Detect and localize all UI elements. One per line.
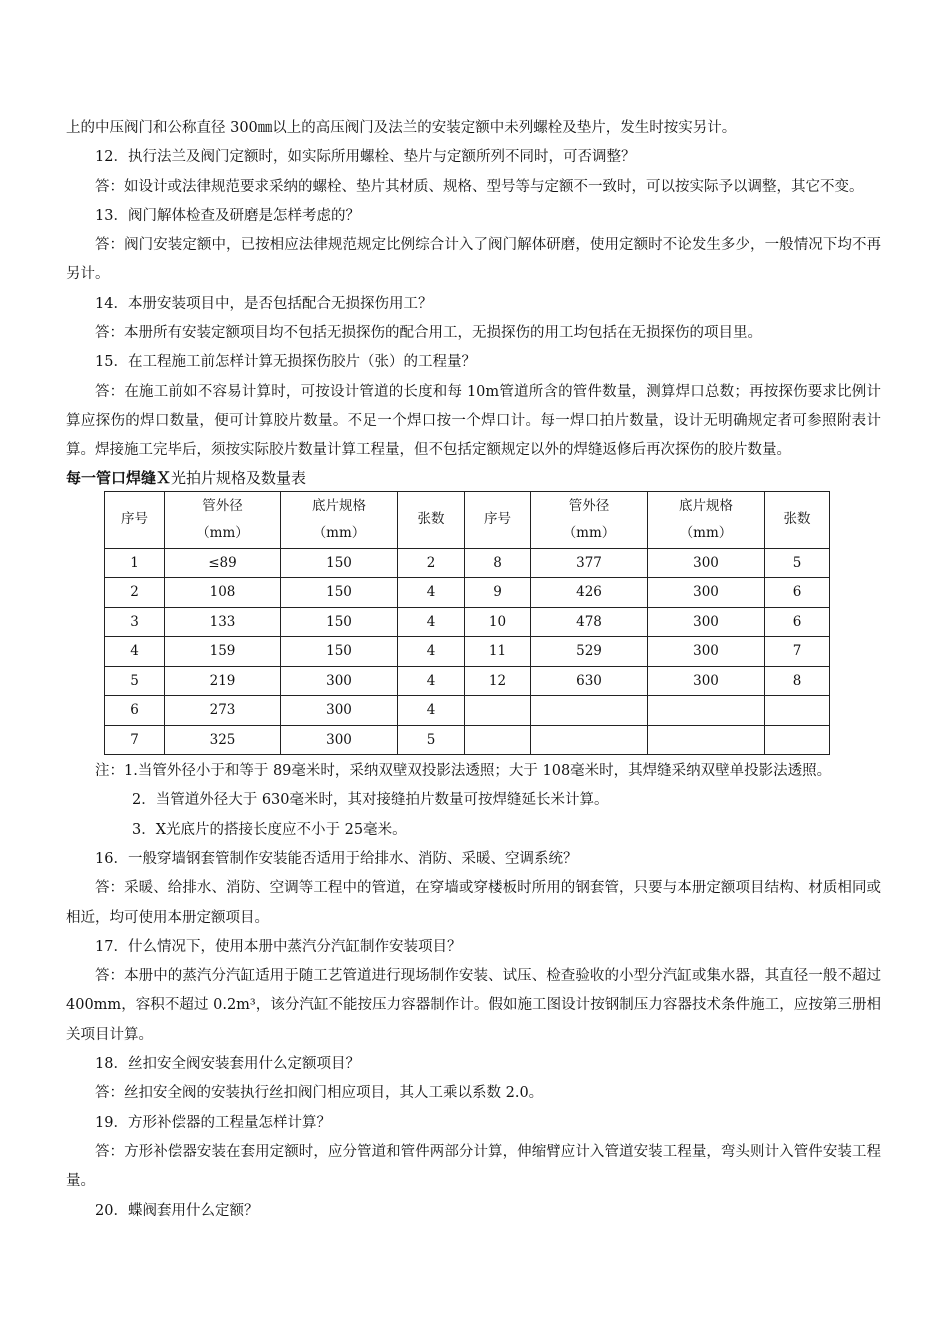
table-row (105, 696, 830, 726)
table-cell: 5 (105, 666, 165, 696)
body-text (66, 114, 881, 1226)
table-cell: 7 (105, 725, 165, 755)
table-cell: 300 (281, 666, 398, 696)
paragraph: 答：阀门安装定额中，已按相应法律规范规定比例综合计入了阀门解体研磨，使用定额时不论发生多少，一般情况下均不再另计。 (66, 237, 881, 283)
table-row (105, 666, 830, 696)
table-cell: 300 (281, 725, 398, 755)
table-cell: 1 (105, 548, 165, 578)
table-cell: 9 (465, 578, 531, 608)
table-cell: 4 (398, 578, 465, 608)
table-cell: 108 (165, 578, 281, 608)
paragraphs-after-table (66, 757, 881, 1226)
table-cell: 8 (765, 666, 830, 696)
table-cell: 273 (165, 696, 281, 726)
table-cell (648, 696, 765, 726)
table-cell: 6 (765, 578, 830, 608)
paragraph: 13．阀门解体检查及研磨是怎样考虑的？ (95, 207, 360, 224)
table-cell: 300 (648, 666, 765, 696)
paragraph: 答：本册所有安装定额项目均不包括无损探伤的配合用工，无损探伤的用工均包括在无损探伤的项目里。 (95, 325, 762, 342)
table-cell: 159 (165, 637, 281, 667)
table-cell (648, 725, 765, 755)
paragraphs-before-table (66, 114, 881, 466)
paragraph: 17．什么情况下，使用本册中蒸汽分汽缸制作安装项目？ (95, 938, 462, 955)
paragraph: 答：在施工前如不容易计算时，可按设计管道的长度和每 10m管道所含的管件数量，测算焊口总数；再按探伤要求比例计算应探伤的焊口数量，便可计算胶片数量。不足一个焊口按一个焊口计。每一焊口拍片数量，设计无明确规定者可参照附表计算。焊接施工完毕后，须按实际胶片数量计算工程量，但不包括定额规定以外的焊缝返修后再次探伤的胶片数量。 (66, 383, 881, 459)
table-body (105, 548, 830, 755)
paragraph: 注：1.当管外径小于和等于 89毫米时，采纳双壁双投影法透照；大于 108毫米时，其焊缝采纳双壁单投影法透照。 (95, 763, 832, 780)
table-cell: 300 (648, 607, 765, 637)
table-cell: 11 (465, 637, 531, 667)
header-film: 底片规格 （mm） (281, 491, 398, 548)
table-cell: 6 (105, 696, 165, 726)
table-cell: 150 (281, 548, 398, 578)
table-cell (765, 696, 830, 726)
table-cell: 2 (105, 578, 165, 608)
table-cell: 2 (398, 548, 465, 578)
paragraph: 16．一般穿墙钢套管制作安装能否适用于给排水、消防、采暖、空调系统？ (95, 850, 578, 867)
paragraph: 答：丝扣安全阀的安装执行丝扣阀门相应项目，其人工乘以系数 2.0。 (95, 1085, 544, 1102)
paragraph: 18．丝扣安全阀安装套用什么定额项目？ (95, 1056, 360, 1073)
paragraph: 上的中压阀门和公称直径 300㎜以上的高压阀门及法兰的安装定额中未列螺栓及垫片，发生时按实另计。 (66, 120, 737, 136)
table-cell: 4 (398, 637, 465, 667)
paragraph: 答：方形补偿器安装在套用定额时，应分管道和管件两部分计算，伸缩臂应计入管道安装工程量，弯头则计入管件安装工程量。 (66, 1143, 881, 1190)
table-cell: ≤89 (165, 548, 281, 578)
paragraph: 19．方形补偿器的工程量怎样计算？ (95, 1114, 331, 1131)
table-cell: 4 (105, 637, 165, 667)
table-cell: 7 (765, 637, 830, 667)
table-cell: 4 (398, 666, 465, 696)
header-film-2: 底片规格 （mm） (648, 491, 765, 548)
table-cell: 133 (165, 607, 281, 637)
table-row (105, 637, 830, 667)
paragraph: 答：如设计或法律规范要求采纳的螺栓、垫片其材质、规格、型号等与定额不一致时，可以按实际予以调整，其它不变。 (95, 178, 864, 195)
paragraph: 3．X光底片的搭接长度应不小于 25毫米。 (132, 821, 407, 838)
table-cell: 377 (531, 548, 648, 578)
table-cell: 300 (648, 578, 765, 608)
table-cell: 150 (281, 578, 398, 608)
table-cell: 300 (648, 637, 765, 667)
table-cell: 426 (531, 578, 648, 608)
table-cell: 219 (165, 666, 281, 696)
table-cell: 4 (398, 696, 465, 726)
table-title-bold: 每一管口焊缝Ｘ (66, 468, 172, 487)
table-row (105, 607, 830, 637)
table-cell: 529 (531, 637, 648, 667)
table-cell (465, 696, 531, 726)
header-count-2: 张数 (765, 491, 830, 548)
paragraph: 2．当管道外径大于 630毫米时，其对接缝拍片数量可按焊缝延长米计算。 (132, 792, 609, 809)
table-cell: 12 (465, 666, 531, 696)
table-header-row (105, 491, 830, 548)
table-row (105, 548, 830, 578)
paragraph: 12．执行法兰及阀门定额时，如实际所用螺栓、垫片与定额所列不同时，可否调整？ (95, 149, 636, 166)
header-od-2: 管外径 （mm） (531, 491, 648, 548)
table-row (105, 578, 830, 608)
table-row (105, 725, 830, 755)
table-cell: 630 (531, 666, 648, 696)
table-cell: 150 (281, 637, 398, 667)
paragraph: 20．蝶阀套用什么定额？ (95, 1202, 259, 1219)
paragraph: 答：采暖、给排水、消防、空调等工程中的管道，在穿墙或穿楼板时所用的钢套管，只要与本册定额项目结构、材质相同或相近，均可使用本册定额项目。 (66, 880, 881, 926)
table-title (66, 466, 881, 491)
header-od: 管外径 （mm） (165, 491, 281, 548)
table-cell: 5 (398, 725, 465, 755)
table-cell: 478 (531, 607, 648, 637)
table-cell: 6 (765, 607, 830, 637)
table-cell (531, 696, 648, 726)
table-cell (465, 725, 531, 755)
table-cell: 300 (648, 548, 765, 578)
paragraph: 答：本册中的蒸汽分汽缸适用于随工艺管道进行现场制作安装、试压、检查验收的小型分汽缸或集水器，其直径一般不超过 400mm，容积不超过 0.2m³，该分汽缸不能按压力容器制作计。假如施工图设计按钢制压力容器技术条件施工，应按第三册相关项目计算。 (66, 968, 881, 1043)
table-cell: 300 (281, 696, 398, 726)
header-count: 张数 (398, 491, 465, 548)
table-cell: 4 (398, 607, 465, 637)
table-cell: 10 (465, 607, 531, 637)
table-cell: 8 (465, 548, 531, 578)
table-cell: 5 (765, 548, 830, 578)
paragraph: 15．在工程施工前怎样计算无损探伤胶片（张）的工程量？ (95, 354, 476, 371)
table-cell: 150 (281, 607, 398, 637)
header-seq: 序号 (105, 491, 165, 548)
table-cell: 3 (105, 607, 165, 637)
paragraph: 14．本册安装项目中，是否包括配合无损探伤用工？ (95, 295, 433, 312)
table-cell (531, 725, 648, 755)
table-title-rest: 光拍片规格及数量表 (171, 468, 307, 487)
table-cell: 325 (165, 725, 281, 755)
xray-film-spec-table (104, 491, 830, 756)
table-cell (765, 725, 830, 755)
header-seq-2: 序号 (465, 491, 531, 548)
